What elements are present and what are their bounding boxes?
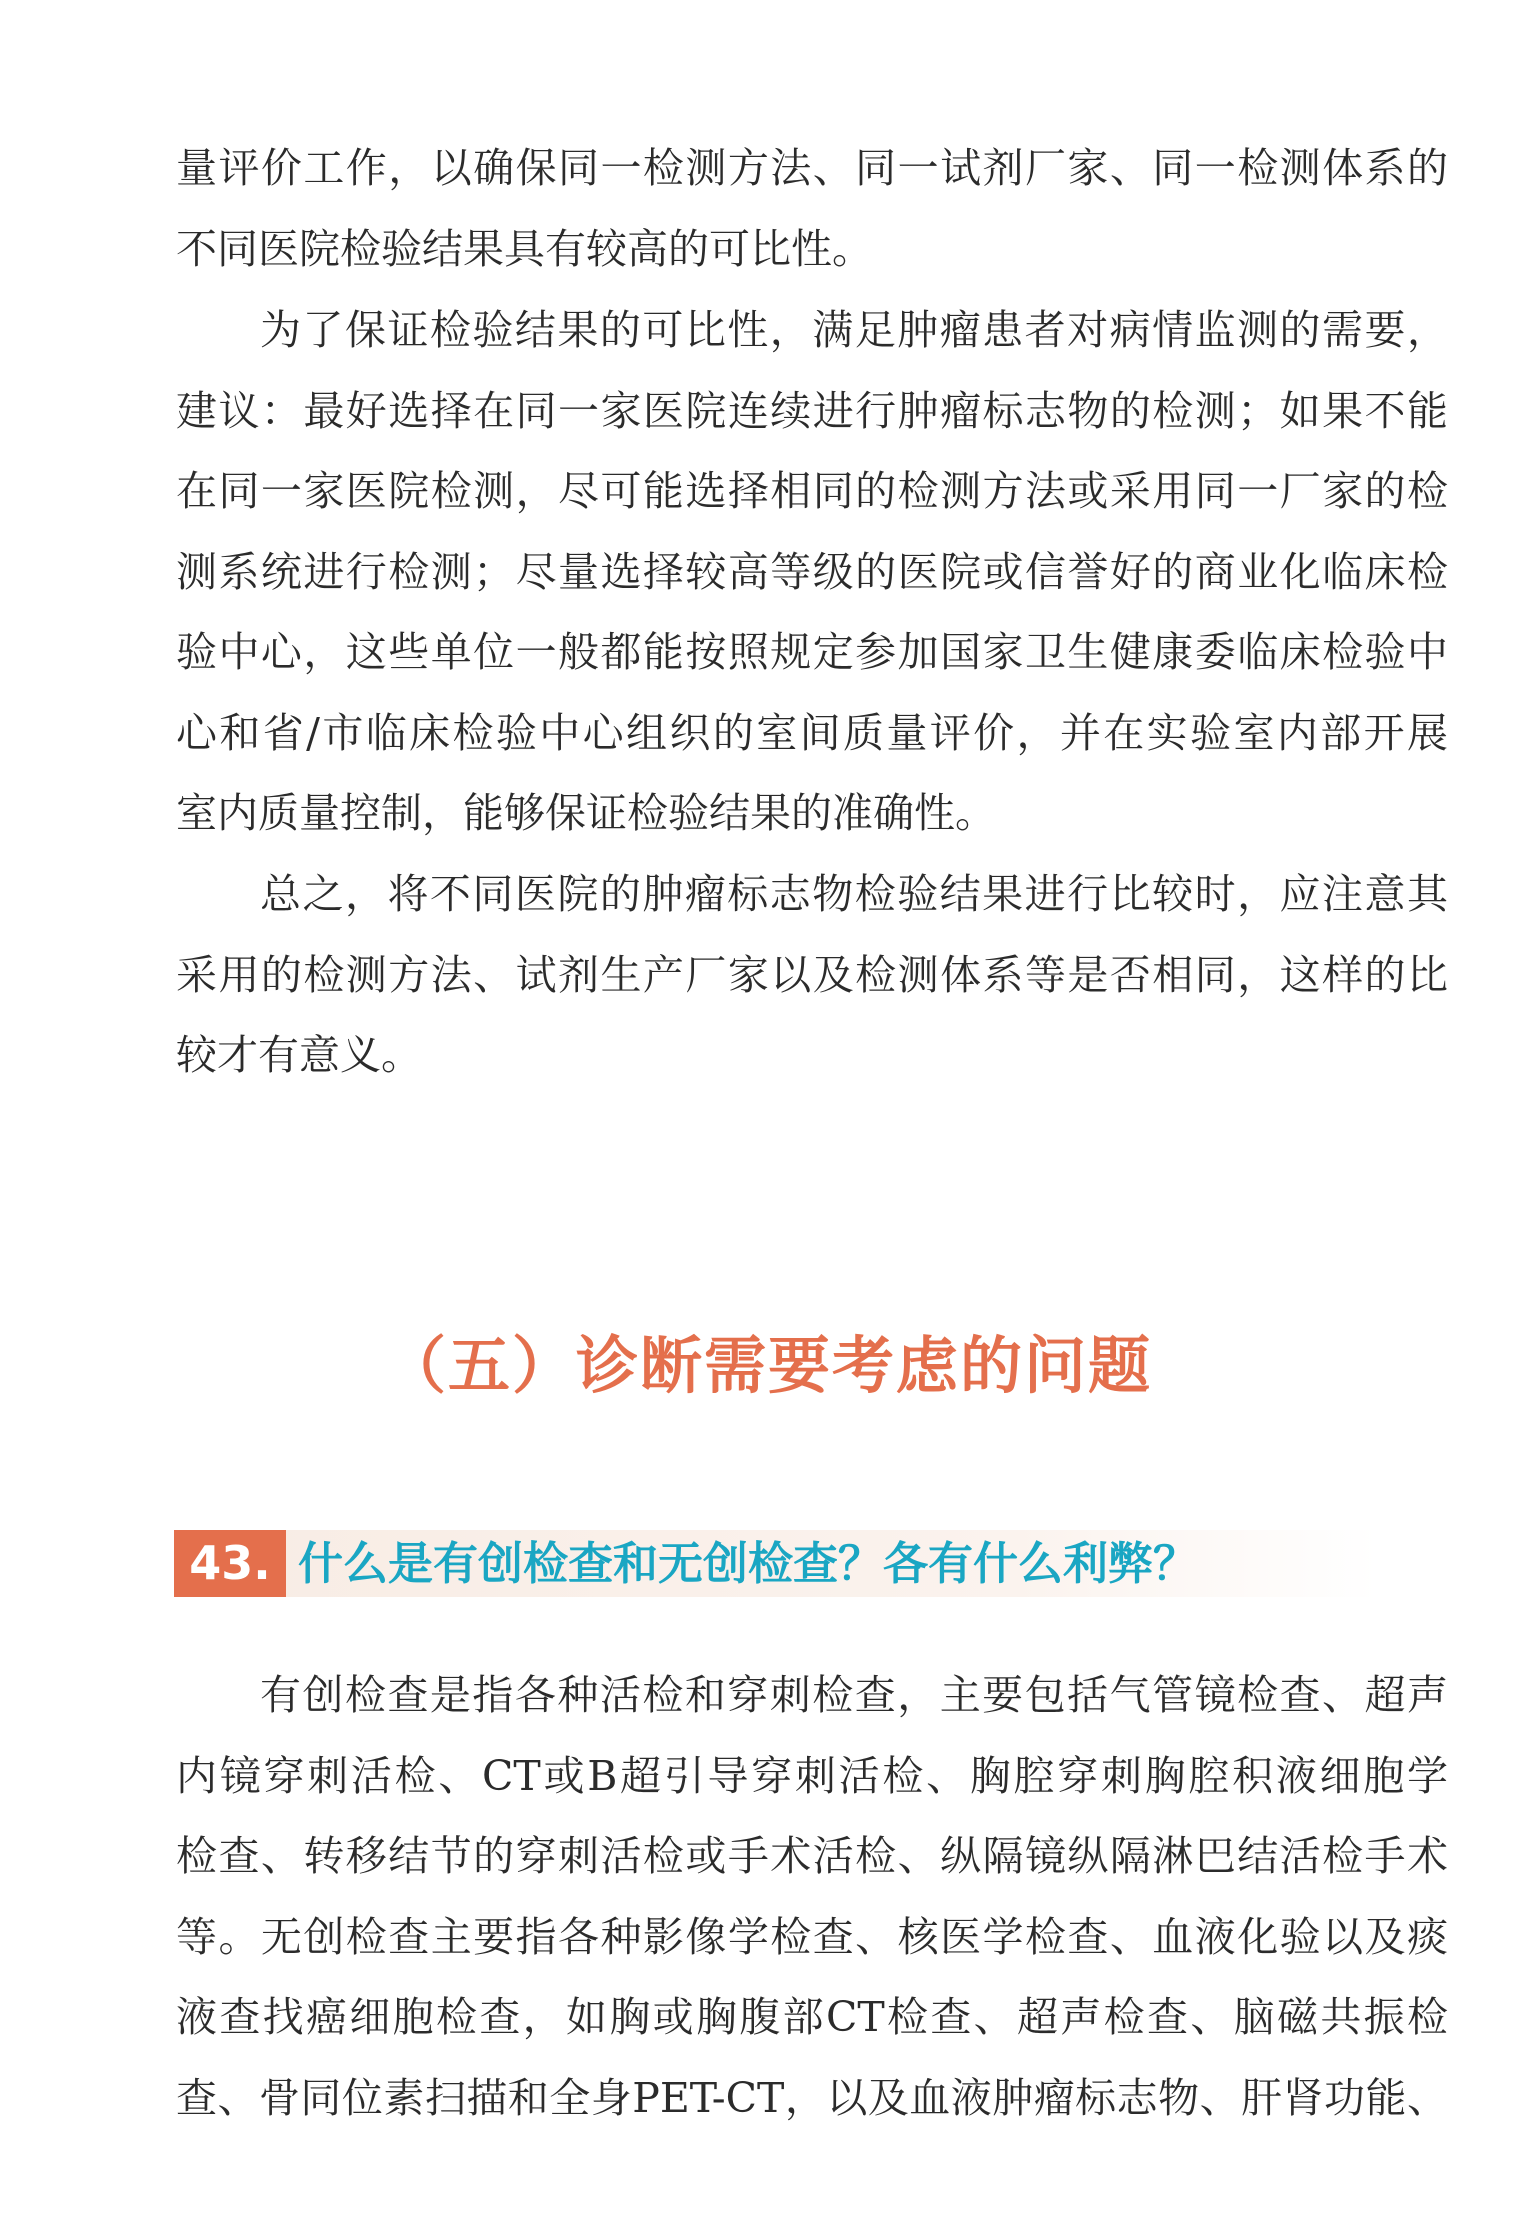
text-line: 测系统进行检测；尽量选择较高等级的医院或信誉好的商业化临床检: [176, 547, 1448, 596]
paragraph-conclusion: [176, 854, 1448, 1096]
text-line: 为了保证检验结果的可比性，满足肿瘤患者对病情监测的需要，: [260, 306, 1448, 354]
text-line: 心和省/市临床检验中心组织的室间质量评价，并在实验室内部开展: [176, 708, 1448, 757]
text-line: 液查找癌细胞检查，如胸或胸腹部CT检查、超声检查、脑磁共振检: [176, 1993, 1448, 2041]
question-number-badge: 43.: [174, 1530, 286, 1597]
text-line: 验中心，这些单位一般都能按照规定参加国家卫生健康委临床检验中: [176, 628, 1448, 676]
text-line: 量评价工作，以确保同一检测方法、同一试剂厂家、同一检测体系的: [176, 144, 1448, 192]
text-line: 总之，将不同医院的肿瘤标志物检验结果进行比较时，应注意其: [260, 870, 1448, 918]
paragraph-comparability: [176, 290, 1448, 854]
text-line: 有创检查是指各种活检和穿刺检查，主要包括气管镜检查、超声: [260, 1671, 1448, 1719]
question-header: [174, 1530, 1378, 1597]
text-line: 较才有意义。: [176, 1031, 422, 1079]
text-line: 检查、转移结节的穿刺活检或手术活检、纵隔镜纵隔淋巴结活检手术: [176, 1832, 1448, 1880]
text-line: 内镜穿刺活检、CT或B超引导穿刺活检、胸腔穿刺胸腔积液细胞学: [176, 1751, 1448, 1800]
paragraph-continuation: [176, 128, 1448, 289]
text-line: 查、骨同位素扫描和全身PET-CT，以及血液肿瘤标志物、肝肾功能、: [176, 2073, 1448, 2122]
text-line: 室内质量控制，能够保证检验结果的准确性。: [176, 789, 996, 837]
question-title: 什么是有创检查和无创检查？各有什么利弊？: [298, 1537, 1199, 1590]
text-line: 不同医院检验结果具有较高的可比性。: [176, 224, 873, 273]
text-line: 等。无创检查主要指各种影像学检查、核医学检查、血液化验以及痰: [176, 1912, 1448, 1961]
answer-paragraph: [176, 1655, 1448, 2138]
text-line: 采用的检测方法、试剂生产厂家以及检测体系等是否相同，这样的比: [176, 950, 1448, 999]
section-title: （五）诊断需要考虑的问题: [383, 1329, 1152, 1402]
text-line: 在同一家医院检测，尽可能选择相同的检测方法或采用同一厂家的检: [176, 467, 1448, 515]
text-line: 建议：最好选择在同一家医院连续进行肿瘤标志物的检测；如果不能: [176, 386, 1448, 435]
